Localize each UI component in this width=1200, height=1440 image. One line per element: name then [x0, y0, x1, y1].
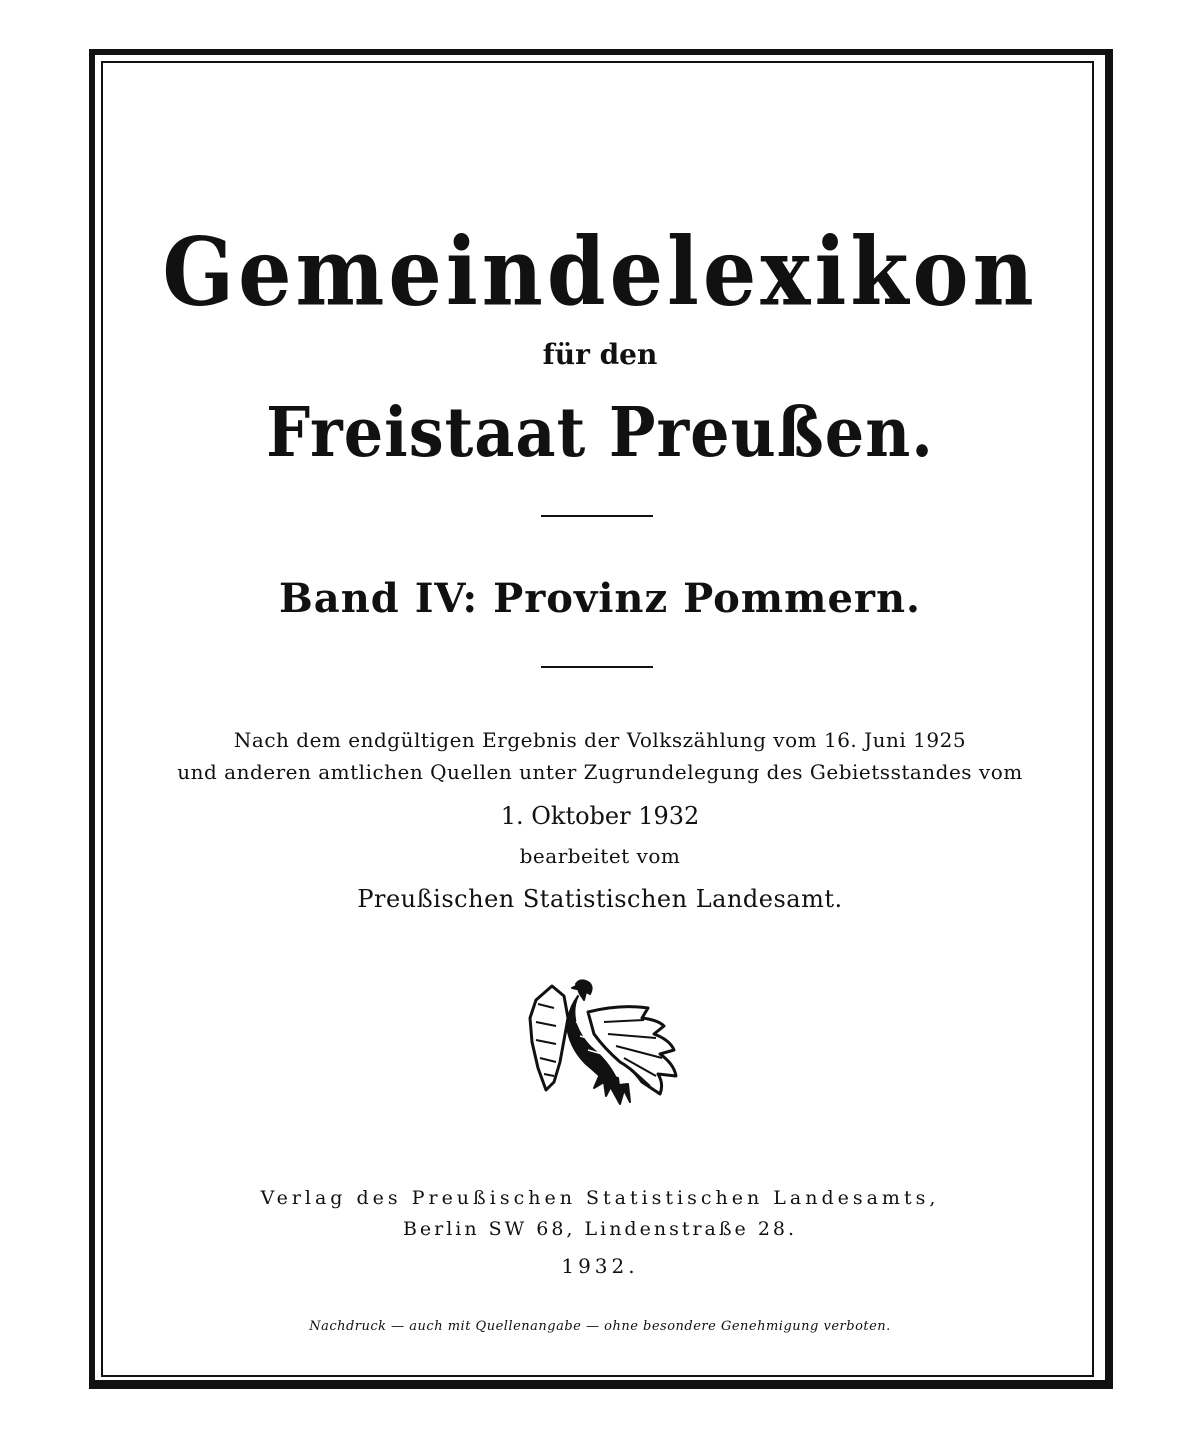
publisher-address: Berlin SW 68, Lindenstraße 28. [402, 1218, 798, 1240]
divider-top [541, 515, 653, 517]
editing-office: Preußischen Statistischen Landesamt. [357, 885, 843, 913]
edited-by-label: bearbeitet vom [519, 844, 681, 868]
divider-bottom [541, 666, 653, 668]
description-line-1: Nach dem endgültigen Ergebnis der Volkszählung vom 16. Juni 1925 [233, 728, 967, 752]
reference-date: 1. Oktober 1932 [500, 802, 700, 830]
publisher-name: Verlag des Preußischen Statistischen Landesamts, [260, 1187, 940, 1209]
title-connector: für den [542, 338, 658, 371]
book-title: Gemeindelexikon [162, 216, 1038, 327]
description-line-2: und anderen amtlichen Quellen unter Zugrundelegung des Gebietsstandes vom [177, 760, 1023, 784]
copyright-notice: Nachdruck — auch mit Quellenangabe — ohne besondere Genehmigung verboten. [309, 1319, 891, 1334]
publication-year: 1932. [561, 1254, 639, 1278]
prussian-eagle-icon [524, 978, 684, 1106]
state-name: Freistaat Preußen. [266, 392, 934, 473]
volume-title: Band IV: Provinz Pommern. [279, 575, 921, 622]
